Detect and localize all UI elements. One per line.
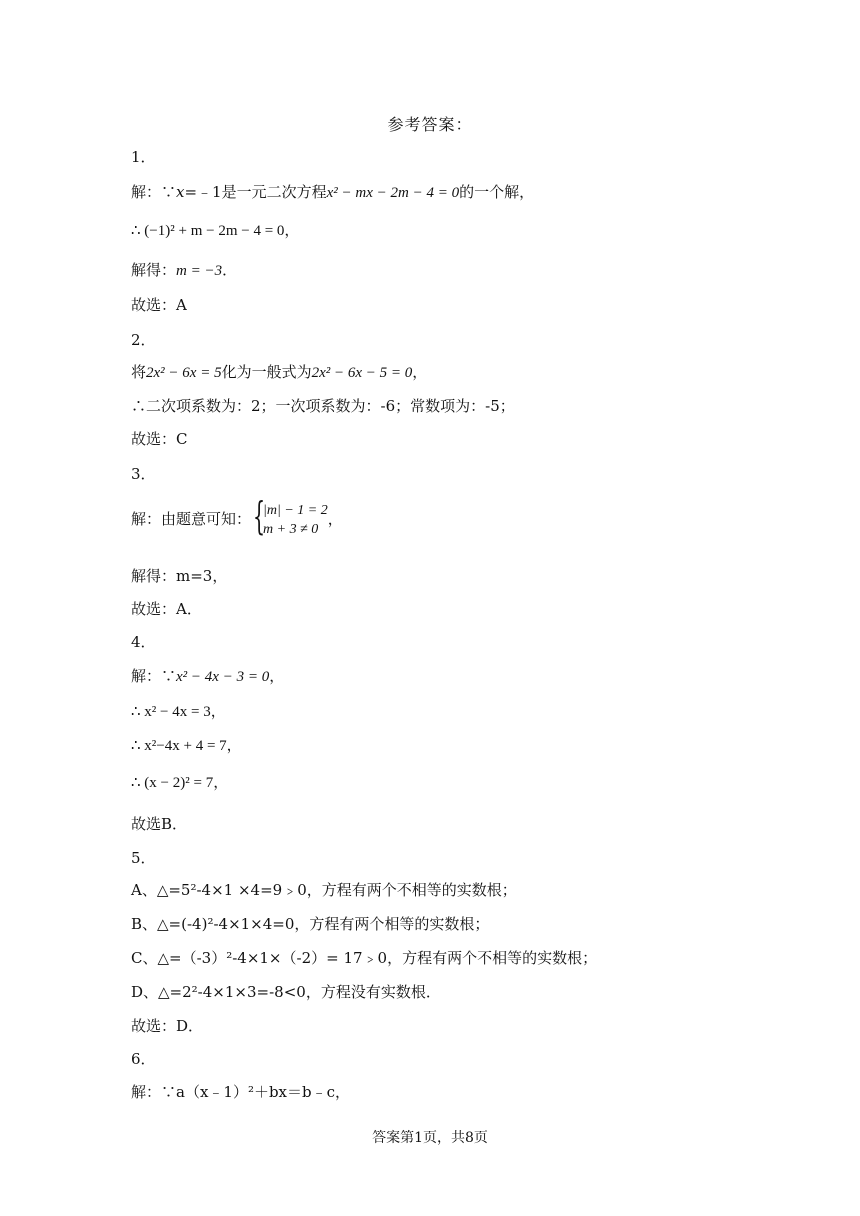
question-number-5: 5． (131, 849, 156, 867)
q3-line-1-post: ， (327, 510, 343, 528)
q3-line-2: 解得：m=3， (131, 567, 228, 585)
q4-line-1-post: ， (269, 667, 285, 685)
q4-equation: x² − 4x − 3 = 0 (176, 669, 270, 685)
question-number-6: 6． (131, 1050, 156, 1068)
q5-option-d: D、△=2²-4×1×3=-8<0，方程没有实数根． (131, 983, 441, 1001)
q1-var-x: x (176, 183, 185, 201)
q5-option-c: C、△=（-3）²-4×1×（-2）= 17﹥0，方程有两个不相等的实数根； (131, 949, 598, 967)
q1-answer: 故选：A (131, 296, 187, 314)
q1-line-3-pre: 解得： (131, 261, 177, 279)
q4-answer: 故选B． (131, 815, 188, 833)
q1-solution: m = −3 (176, 263, 223, 279)
q1-line-3-post: ． (222, 261, 238, 279)
q4-line-1 (131, 665, 284, 686)
q3-line-1-pre: 解：由题意可知： (131, 510, 252, 528)
question-number-1: 1． (131, 148, 156, 166)
q2-line-2: ∴二次项系数为：2；一次项系数为：-6；常数项为：-5； (131, 397, 515, 415)
page-title: 参考答案： (387, 115, 473, 134)
page-footer: 答案第1页，共8页 (372, 1130, 488, 1146)
q4-line-3: ∴ x²−4x + 4 = 7， (131, 738, 242, 754)
q2-line-1-mid: 化为一般式为 (221, 363, 312, 381)
q2-equation-2: 2x² − 6x − 5 = 0 (311, 365, 413, 381)
q5-answer: 故选：D． (131, 1017, 204, 1035)
q1-equation: x² − mx − 2m − 4 = 0 (326, 185, 460, 201)
q1-line-3 (131, 259, 237, 280)
q2-line-1 (131, 361, 427, 382)
q1-line-2: ∴ (−1)² + m − 2m − 4 = 0， (131, 223, 300, 239)
q2-equation-1: 2x² − 6x = 5 (146, 365, 222, 381)
q1-line-1-post: 的一个解， (459, 183, 535, 201)
q2-answer: 故选：C (131, 430, 188, 448)
q5-option-b: B、△=(-4)²-4×1×4=0，方程有两个相等的实数根； (131, 915, 490, 933)
q3-equation-system (253, 494, 328, 539)
q1-line-1-mid: =﹣1是一元二次方程 (184, 183, 327, 201)
q4-line-1-pre: 解：∵ (131, 667, 177, 685)
q5-option-a: A、△=5²-4×1 ×4=9﹥0，方程有两个不相等的实数根； (131, 881, 517, 899)
q3-line-1 (131, 494, 343, 539)
question-number-4: 4． (131, 633, 156, 651)
q6-line-1: 解：∵a（x﹣1）²＋bx＝b﹣c， (131, 1083, 351, 1101)
q4-line-2: ∴ x² − 4x = 3， (131, 704, 226, 720)
q1-line-1-pre: 解：∵ (131, 183, 177, 201)
q3-system-row-1: |m| − 1 = 2 (263, 503, 328, 518)
q2-line-1-post: ， (412, 363, 428, 381)
q1-line-1 (131, 181, 534, 202)
question-number-3: 3． (131, 465, 156, 483)
left-brace-icon: { (253, 494, 266, 538)
question-number-2: 2． (131, 331, 156, 349)
q3-system-row-2: m + 3 ≠ 0 (263, 522, 319, 537)
q2-line-1-pre: 将 (131, 363, 147, 381)
q4-line-4: ∴ (x − 2)² = 7， (131, 775, 229, 791)
q3-answer: 故选：A． (131, 600, 202, 618)
